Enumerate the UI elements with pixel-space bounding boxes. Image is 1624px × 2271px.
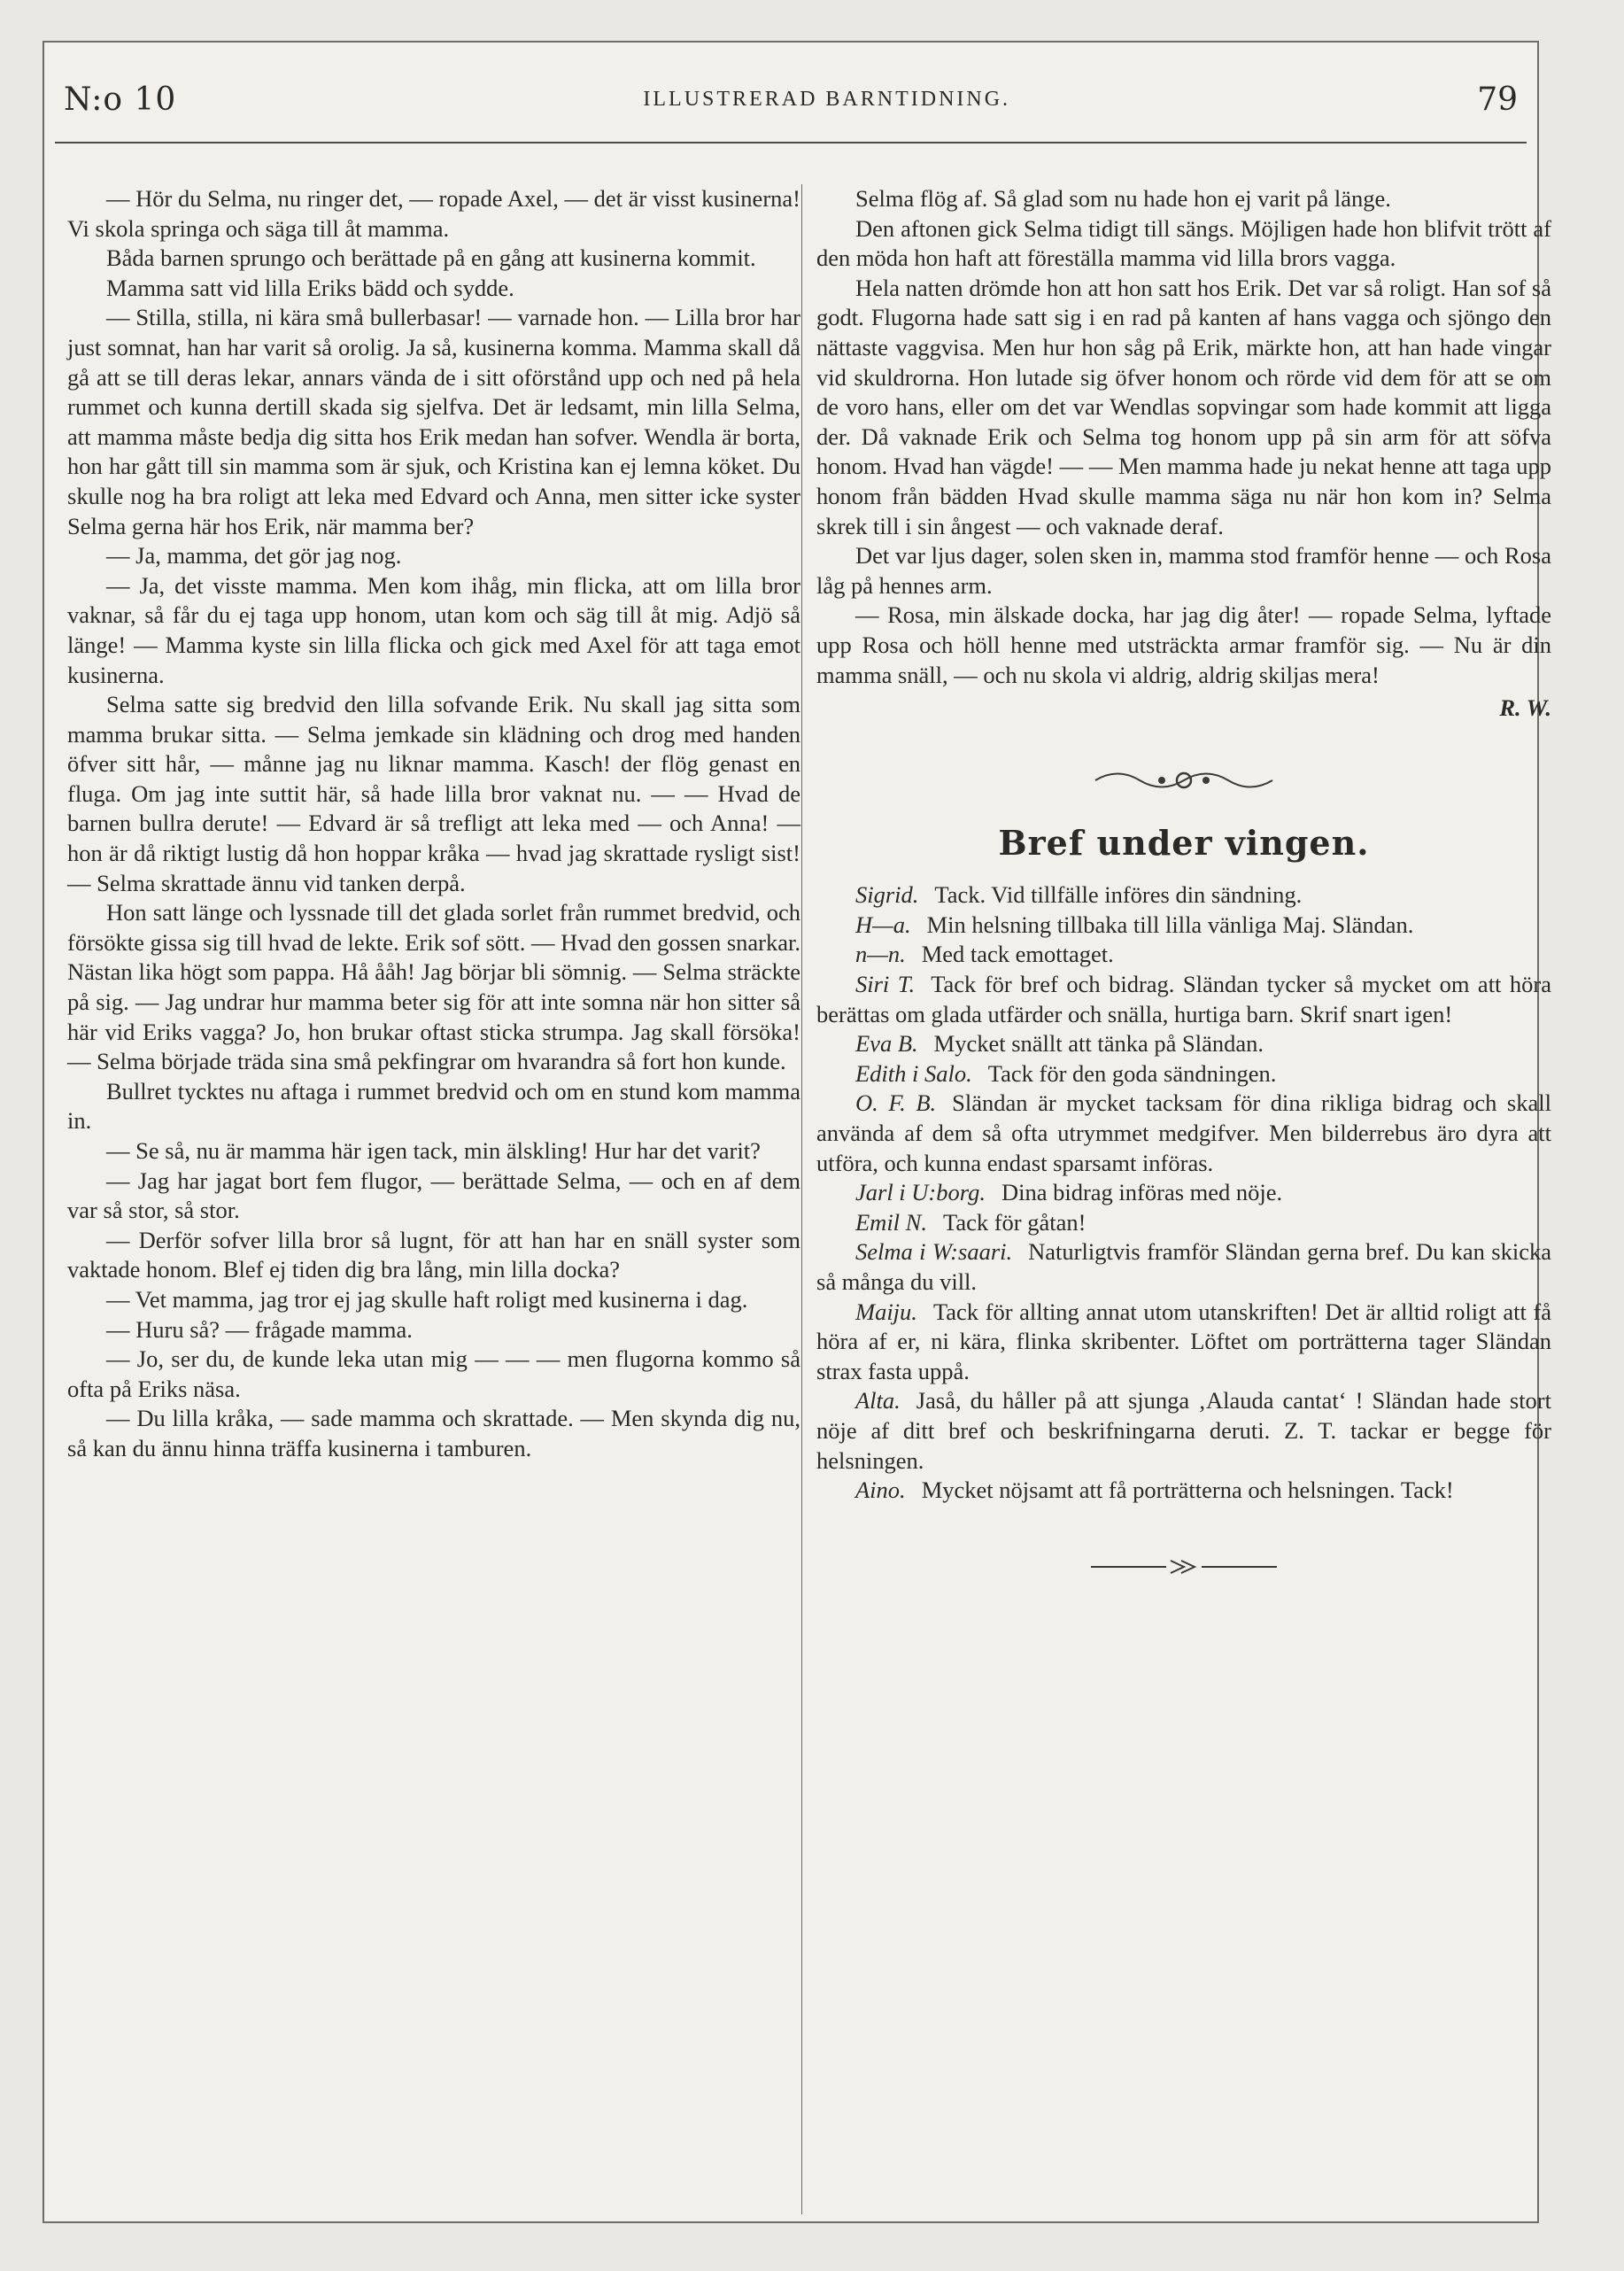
- letter-text: Tack för bref och bidrag. Sländan tycker så mycket om att höra berättas om glada utfärder och snälla, hurtiga barn. Skrif snart igen!: [816, 971, 1551, 1027]
- letter-recipient: Selma i W:saari.: [855, 1238, 1013, 1266]
- author-signature: R. W.: [1499, 694, 1551, 722]
- header-rule: [55, 142, 1527, 143]
- letter-recipient: Sigrid.: [855, 881, 919, 909]
- letter-text: Sländan är mycket tacksam för dina rikliga bidrag och skall använda af dem så ofta utrymmet medgifver. Men bilderrebus äro dyra att utföra, och kunna endast sparsamt införas.: [816, 1089, 1551, 1176]
- story-paragraph: — Jo, ser du, de kunde leka utan mig — — — men flugorna kommo så ofta på Eriks näsa.: [67, 1345, 800, 1402]
- letter-text: Min helsning tillbaka till lilla vänliga Maj. Sländan.: [926, 911, 1414, 938]
- letter-text: Tack. Vid tillfälle införes din sändning.: [934, 881, 1303, 909]
- story-paragraph: Bullret tycktes nu aftaga i rummet bredvid och om en stund kom mamma in.: [67, 1077, 800, 1135]
- letter-reply: [816, 1059, 1551, 1089]
- letter-reply: [816, 970, 1551, 1029]
- letter-recipient: Jarl i U:borg.: [855, 1179, 986, 1206]
- story-paragraph: — Stilla, stilla, ni kära små bullerbasar! — varnade hon. — Lilla bror har just somnat, han har varit så orolig. Ja så, kusinerna komma. Mamma skall då gå att se till deras lekar, annars vända de i sitt oförstånd upp och ned på hela rummet och kunna dertill skada sig sjelfva. Det är ledsamt, min lilla Selma, att mamma måste bedja dig sitta hos Erik medan han sofver. Wendla är borta, hon har gått till sin mamma som är sjuk, och Kristina kan ej lemna köket. Du skulle nog ha bra roligt att leka med Edvard och Anna, men sitter icke syster Selma gerna här hos Erik, när mamma ber?: [67, 304, 800, 539]
- letter-reply: [816, 1386, 1551, 1476]
- letter-reply: [816, 880, 1551, 911]
- end-ornament: [1082, 1554, 1286, 1580]
- column-divider: [801, 184, 802, 2214]
- story-paragraph: Mamma satt vid lilla Eriks bädd och sydde.: [106, 274, 514, 301]
- issue-number: N:o 10: [64, 81, 177, 118]
- letter-text: Naturligtvis framför Sländan gerna bref. Du kan skicka så många du vill.: [816, 1238, 1551, 1295]
- letter-reply: [816, 1089, 1551, 1178]
- story-paragraph: — Ja, mamma, det gör jag nog.: [106, 542, 402, 570]
- letter-reply: [816, 1178, 1551, 1208]
- letter-recipient: Alta.: [855, 1387, 901, 1415]
- letter-text: Tack för allting annat utom utanskriften! Det är alltid roligt att få höra af er, ni kära, flinka skribenter. Löftet om porträtterna tager Sländan strax fasta uppå.: [816, 1298, 1551, 1384]
- letter-text: Med tack emottaget.: [921, 941, 1114, 968]
- letter-text: Dina bidrag införas med nöje.: [1001, 1179, 1283, 1206]
- story-paragraph: — Vet mamma, jag tror ej jag skulle haft roligt med kusinerna i dag.: [106, 1285, 748, 1313]
- letter-recipient: n—n.: [855, 941, 906, 968]
- story-paragraph: Det var ljus dager, solen sken in, mamma stod framför henne — och Rosa låg på hennes arm.: [816, 542, 1551, 599]
- letter-recipient: Eva B.: [855, 1030, 918, 1058]
- story-paragraph: — Du lilla kråka, — sade mamma och skrattade. — Men skynda dig nu, så kan du ännu hinna träffa kusinerna i tamburen.: [67, 1405, 800, 1461]
- letter-recipient: Aino.: [855, 1477, 906, 1504]
- letter-recipient: O. F. B.: [855, 1089, 937, 1117]
- letter-reply: [816, 1476, 1551, 1506]
- newspaper-page: [43, 41, 1551, 2223]
- letter-recipient: Maiju.: [855, 1298, 917, 1325]
- letter-recipient: Emil N.: [855, 1208, 927, 1236]
- story-paragraph: — Jag har jagat bort fem flugor, — berättade Selma, — och en af dem var så stor, så stor.: [67, 1167, 800, 1224]
- section-title: Bref under vingen.: [998, 822, 1370, 863]
- letter-reply: [816, 1029, 1551, 1059]
- story-paragraph: Den aftonen gick Selma tidigt till sängs. Möjligen hade hon blifvit trött af den möda hon haft att föreställa mamma vid lilla brors vagga.: [816, 214, 1551, 272]
- story-paragraph: Selma flög af. Så glad som nu hade hon ej varit på länge.: [855, 185, 1391, 212]
- story-paragraph: — Hör du Selma, nu ringer det, — ropade Axel, — det är visst kusinerna! Vi skola springa och säga till åt mamma.: [67, 185, 800, 242]
- letter-text: Tack för den goda sändningen.: [987, 1059, 1277, 1087]
- letter-recipient: H—a.: [855, 911, 911, 938]
- letter-recipient: Edith i Salo.: [855, 1059, 972, 1087]
- letter-reply: [816, 1298, 1551, 1387]
- story-paragraph: — Derför sofver lilla bror så lugnt, för att han har en snäll syster som vaktade honom. Blef ej tiden dig bra lång, min lilla docka?: [67, 1226, 800, 1283]
- page-number: 79: [1477, 81, 1518, 118]
- letter-reply: [816, 1208, 1551, 1238]
- story-paragraph: Hela natten drömde hon att hon satt hos Erik. Det var så roligt. Han sof så godt. Flugorna hade satt sig i en rad på kanten af hans vagga och sjöngo den nättaste vaggvisa. Men hur hon såg på Erik, märkte hon, att han hade vingar vid skuldrorna. Hon lutade sig öfver honom och rörde vid dem för att se om de voro hans, eller om det var Wendlas sopvingar som hade kommit att ligga der. Då vaknade Erik och Selma tog honom upp på sin arm för att söfva honom. Hvad han vägde! — — Men mamma hade ju nekat henne att taga upp honom från bädden Hvad skulle mamma säga nu när hon kom in? Selma skrek till i sin ångest — och vaknade deraf.: [816, 274, 1551, 539]
- letter-text: Tack för gåtan!: [942, 1208, 1087, 1236]
- story-paragraph: Båda barnen sprungo och berättade på en gång att kusinerna kommit.: [106, 244, 756, 272]
- story-paragraph: — Rosa, min älskade docka, har jag dig åter! — ropade Selma, lyftade upp Rosa och höll henne med utsträckta armar framför sig. — Nu är din mamma snäll, — och nu skola vi aldrig, aldrig skiljas mera!: [816, 601, 1551, 688]
- story-paragraph: Hon satt länge och lyssnade till det glada sorlet från rummet bredvid, och försökte gissa sig till hvad de lekte. Erik sof sött. — Hvad den gossen snarkar. Nästan lika högt som pappa. Hå ååh! Jag börjar bli sömnig. — Selma sträckte på sig. — Jag undrar hur mamma beter sig för att inte somna när hon sitter så här vid Eriks vagga? Jo, hon brukar oftast sticka strumpa. Jag skall försöka! — Selma började träda sina små pekfingrar om hvarandra så fort hon kunde.: [67, 899, 800, 1075]
- story-paragraph: — Se så, nu är mamma här igen tack, min älskling! Hur har det varit?: [106, 1137, 761, 1164]
- letter-text: Mycket snällt att tänka på Sländan.: [933, 1030, 1264, 1058]
- letter-text: Jaså, du håller på att sjunga ‚Alauda cantat‘ ! Sländan hade stort nöje af ditt bref och beskrifningarna deruti. Z. T. tackar er begge för helsningen.: [816, 1387, 1551, 1474]
- letter-recipient: Siri T.: [855, 971, 916, 998]
- letter-text: Mycket nöjsamt att få porträtterna och helsningen. Tack!: [921, 1477, 1454, 1504]
- letter-reply: [816, 911, 1551, 941]
- letter-reply: [816, 1237, 1551, 1297]
- publication-title: ILLUSTRERAD BARNTIDNING.: [643, 87, 1011, 111]
- decorative-ornament: [1091, 763, 1277, 798]
- right-column: [816, 184, 1551, 1580]
- letter-reply: [816, 940, 1551, 970]
- story-paragraph: — Ja, det visste mamma. Men kom ihåg, min flicka, att om lilla bror vaknar, så får du ej taga upp honom, utan kom och säg till åt mig. Adjö så länge! — Mamma kyste sin lilla flicka och gick med Axel för att taga emot kusinerna.: [67, 571, 800, 688]
- story-paragraph: Selma satte sig bredvid den lilla sofvande Erik. Nu skall jag sitta som mamma brukar sitta. — Selma jemkade sin klädning och drog med handen öfver sitt hår, — månne jag nu liknar mamma. Kasch! der flög genast en fluga. Om jag inte suttit här, så hade lilla bror vaknat nu. — — Hvad de barnen bullra derute! — Edvard är så trefligt att leka med — och Anna! — hon är då riktigt lustig då hon hoppar kråka — hvad jag skrattade rysligt sist! — Selma skrattade ännu vid tanken derpå.: [67, 691, 800, 896]
- story-paragraph: — Huru så? — frågade mamma.: [106, 1315, 413, 1343]
- page-header: [64, 73, 1518, 126]
- left-column: [67, 184, 800, 1464]
